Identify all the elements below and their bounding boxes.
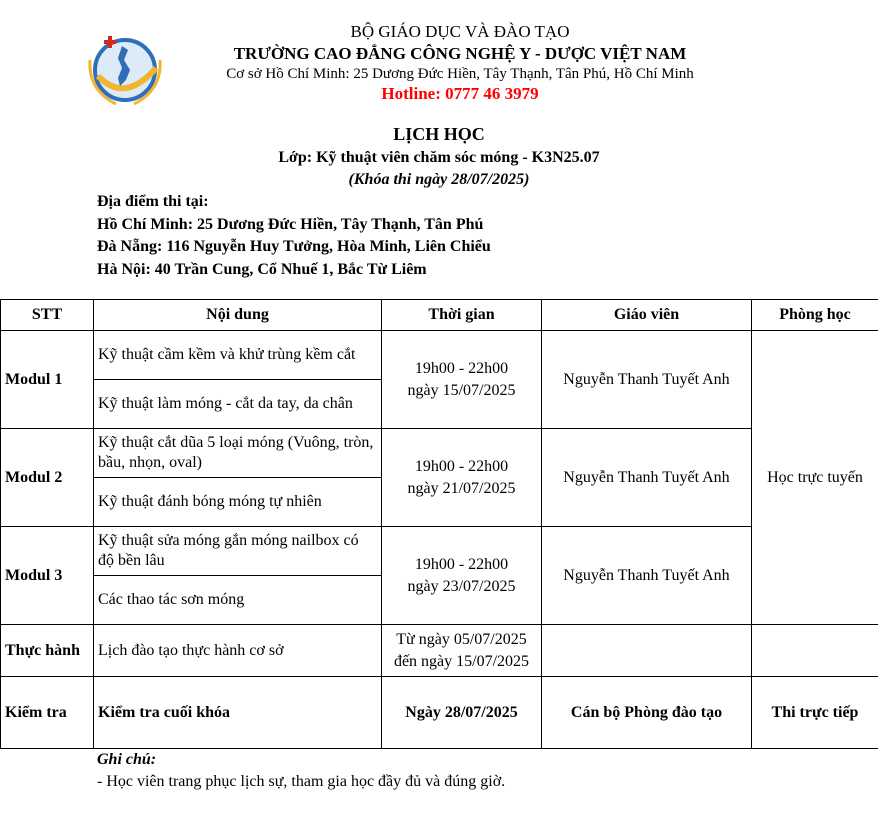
exam-time: Ngày 28/07/2025 <box>382 677 542 749</box>
header-room: Phòng học <box>752 300 878 331</box>
module-item: Kỹ thuật đánh bóng móng tự nhiên <box>94 478 382 527</box>
location-hanoi: Hà Nội: 40 Trần Cung, Cổ Nhuế 1, Bắc Từ Liêm <box>97 261 427 278</box>
header-stt: STT <box>1 300 94 331</box>
time-date: ngày 15/07/2025 <box>407 381 516 399</box>
notes-heading: Ghi chú: <box>97 751 157 768</box>
location-hcm: Hồ Chí Minh: 25 Dương Đức Hiền, Tây Thạnh, Tân Phú <box>97 216 484 233</box>
notes-line: - Học viên trang phục lịch sự, tham gia học đầy đủ và đúng giờ. <box>97 773 506 790</box>
header-content: Nội dung <box>94 300 382 331</box>
module-time <box>382 331 542 429</box>
table-row <box>1 677 878 749</box>
locations-heading: Địa điểm thi tại: <box>97 193 209 210</box>
schedule-table <box>0 299 878 749</box>
time-hours: 19h00 - 22h00 <box>414 359 509 377</box>
module-time <box>382 429 542 527</box>
module-teacher: Nguyễn Thanh Tuyết Anh <box>542 429 752 527</box>
exam-room: Thi trực tiếp <box>752 677 878 749</box>
time-date: ngày 21/07/2025 <box>407 479 516 497</box>
exam-content: Kiểm tra cuối khóa <box>94 677 382 749</box>
module-stt: Modul 3 <box>1 527 94 625</box>
practice-stt: Thực hành <box>1 625 94 677</box>
school-name: TRƯỜNG CAO ĐẲNG CÔNG NGHỆ Y - DƯỢC VIỆT NAM <box>233 44 687 63</box>
module-item: Kỹ thuật cắt dũa 5 loại móng (Vuông, tròn, bầu, nhọn, oval) <box>94 429 382 478</box>
page-title: LỊCH HỌC <box>393 124 485 144</box>
ministry-name: BỘ GIÁO DỤC VÀ ĐÀO TẠO <box>350 22 570 41</box>
module-item: Kỹ thuật làm móng - cắt da tay, da chân <box>94 380 382 429</box>
exam-date: (Khóa thi ngày 28/07/2025) <box>348 171 530 188</box>
module-item: Kỹ thuật cầm kềm và khử trùng kềm cắt <box>94 331 382 380</box>
module-stt: Modul 1 <box>1 331 94 429</box>
practice-content: Lịch đào tạo thực hành cơ sở <box>94 625 382 677</box>
table-header-row <box>1 300 878 331</box>
exam-stt: Kiểm tra <box>1 677 94 749</box>
practice-time-to: đến ngày 15/07/2025 <box>393 652 530 670</box>
time-hours: 19h00 - 22h00 <box>414 457 509 475</box>
campus-address: Cơ sở Hồ Chí Minh: 25 Dương Đức Hiền, Tây Thạnh, Tân Phú, Hồ Chí Minh <box>226 66 694 82</box>
notes <box>97 751 505 791</box>
table-row <box>1 625 878 677</box>
class-name: Lớp: Kỹ thuật viên chăm sóc móng - K3N25.07 <box>278 149 600 166</box>
time-hours: 19h00 - 22h00 <box>414 555 509 573</box>
module-item: Các thao tác sơn móng <box>94 576 382 625</box>
practice-time-from: Từ ngày 05/07/2025 <box>396 630 527 648</box>
header-time: Thời gian <box>382 300 542 331</box>
module-item: Kỹ thuật sửa móng gắn móng nailbox có độ bền lâu <box>94 527 382 576</box>
table-row <box>1 331 878 380</box>
module-teacher: Nguyễn Thanh Tuyết Anh <box>542 331 752 429</box>
time-date: ngày 23/07/2025 <box>407 577 516 595</box>
header-teacher: Giáo viên <box>542 300 752 331</box>
exam-teacher: Cán bộ Phòng đào tạo <box>542 677 752 749</box>
hotline: Hotline: 0777 46 3979 <box>381 84 539 103</box>
table-row <box>1 429 878 478</box>
practice-room <box>752 625 878 677</box>
module-teacher: Nguyễn Thanh Tuyết Anh <box>542 527 752 625</box>
module-time <box>382 527 542 625</box>
room-online: Học trực tuyến <box>752 331 878 625</box>
practice-time <box>382 625 542 677</box>
location-danang: Đà Nẵng: 116 Nguyễn Huy Tưởng, Hòa Minh, Liên Chiểu <box>97 238 491 255</box>
practice-teacher <box>542 625 752 677</box>
module-stt: Modul 2 <box>1 429 94 527</box>
table-row <box>1 527 878 576</box>
